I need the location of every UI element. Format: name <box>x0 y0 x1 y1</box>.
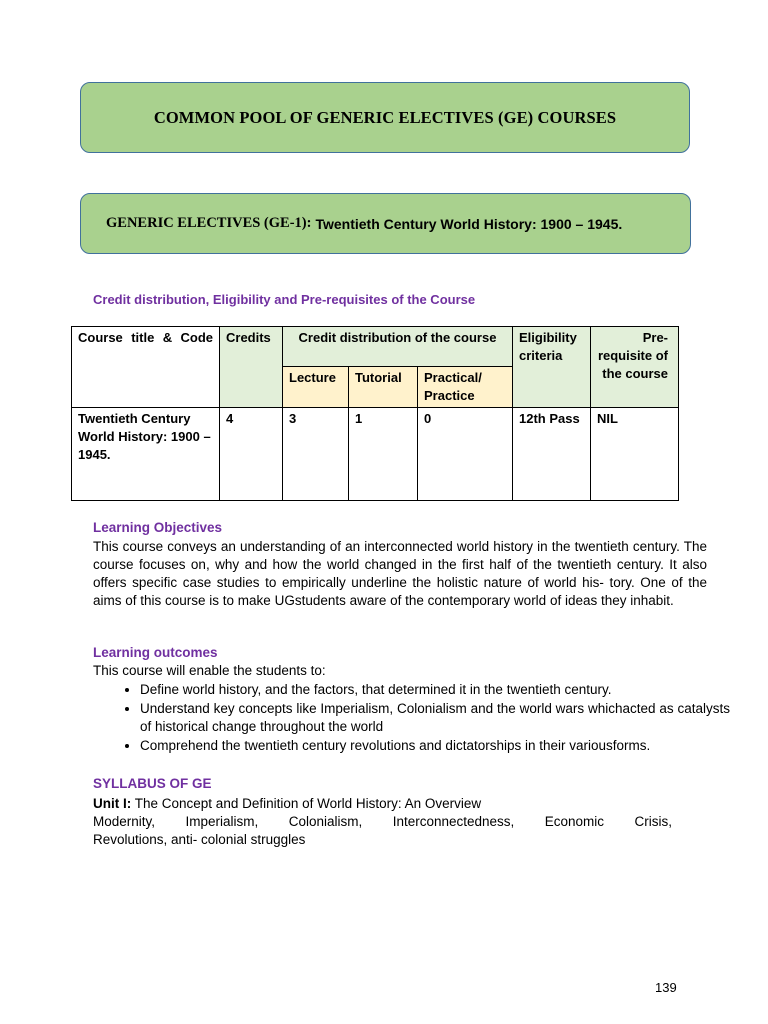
header-prerequisite: Pre-requisite of the course <box>591 327 679 408</box>
learning-outcomes-intro: This course will enable the students to: <box>93 663 326 678</box>
ge-course-title: Twentieth Century World History: 1900 – 1945. <box>315 215 623 232</box>
list-item: • Comprehend the twentieth century revolutions and dictatorships in their variousforms. <box>140 737 730 755</box>
unit-body <box>93 813 672 849</box>
cell-course: Twentieth Century World History: 1900 – 1945. <box>72 408 220 501</box>
learning-outcomes-heading: Learning outcomes <box>93 645 218 660</box>
unit-label: Unit I: <box>93 796 132 811</box>
header-lecture: Lecture <box>283 367 349 408</box>
cell-prerequisite: NIL <box>591 408 679 501</box>
credit-table <box>71 326 679 501</box>
unit-body-line: Revolutions, anti- colonial struggles <box>93 832 306 847</box>
list-item: • Define world history, and the factors, that determined it in the twentieth century. <box>140 681 730 699</box>
learning-objectives-heading: Learning Objectives <box>93 520 223 535</box>
table-row <box>72 408 679 501</box>
header-practical: Practical/ Practice <box>418 367 513 408</box>
cell-eligibility: 12th Pass <box>513 408 591 501</box>
ge-label: GENERIC ELECTIVES (GE-1): <box>106 215 312 231</box>
syllabus-heading: SYLLABUS OF GE <box>93 776 212 791</box>
header-tutorial: Tutorial <box>349 367 418 408</box>
cell-tutorial: 1 <box>349 408 418 501</box>
list-item: • Understand key concepts like Imperialism, Colonialism and the world wars whichacted as catalysts of historical change throughout the world <box>140 700 730 736</box>
learning-objectives-body: This course conveys an understanding of an interconnected world history in the twentieth century. The course focuses on, why and how the world changed in the first half of the twentieth century. It also offers specific case studies to empirically underline the holistic nature of world his- tory. One of the aims of this course is to make UGstudents aware of the contemporary world of ideas they inhabit. <box>93 539 707 608</box>
cell-practical: 0 <box>418 408 513 501</box>
unit-title: The Concept and Definition of World History: An Overview <box>134 796 482 811</box>
header-credit-distribution: Credit distribution of the course <box>283 327 513 367</box>
header-eligibility: Eligibility criteria <box>513 327 591 408</box>
cell-credits: 4 <box>220 408 283 501</box>
page-title: COMMON POOL OF GENERIC ELECTIVES (GE) COURSES <box>153 107 617 127</box>
page-number: 139 <box>655 980 677 995</box>
credit-heading: Credit distribution, Eligibility and Pre-requisites of the Course <box>93 292 476 307</box>
header-credits: Credits <box>220 327 283 408</box>
cell-lecture: 3 <box>283 408 349 501</box>
title-box <box>80 82 690 153</box>
outcomes-list <box>115 681 730 756</box>
unit-body-line: Modernity, Imperialism, Colonialism, Interconnectedness, Economic Crisis, <box>93 814 672 829</box>
unit-heading <box>93 795 481 813</box>
course-title-box <box>80 193 691 254</box>
header-course-title: Course title & Code <box>72 327 220 408</box>
